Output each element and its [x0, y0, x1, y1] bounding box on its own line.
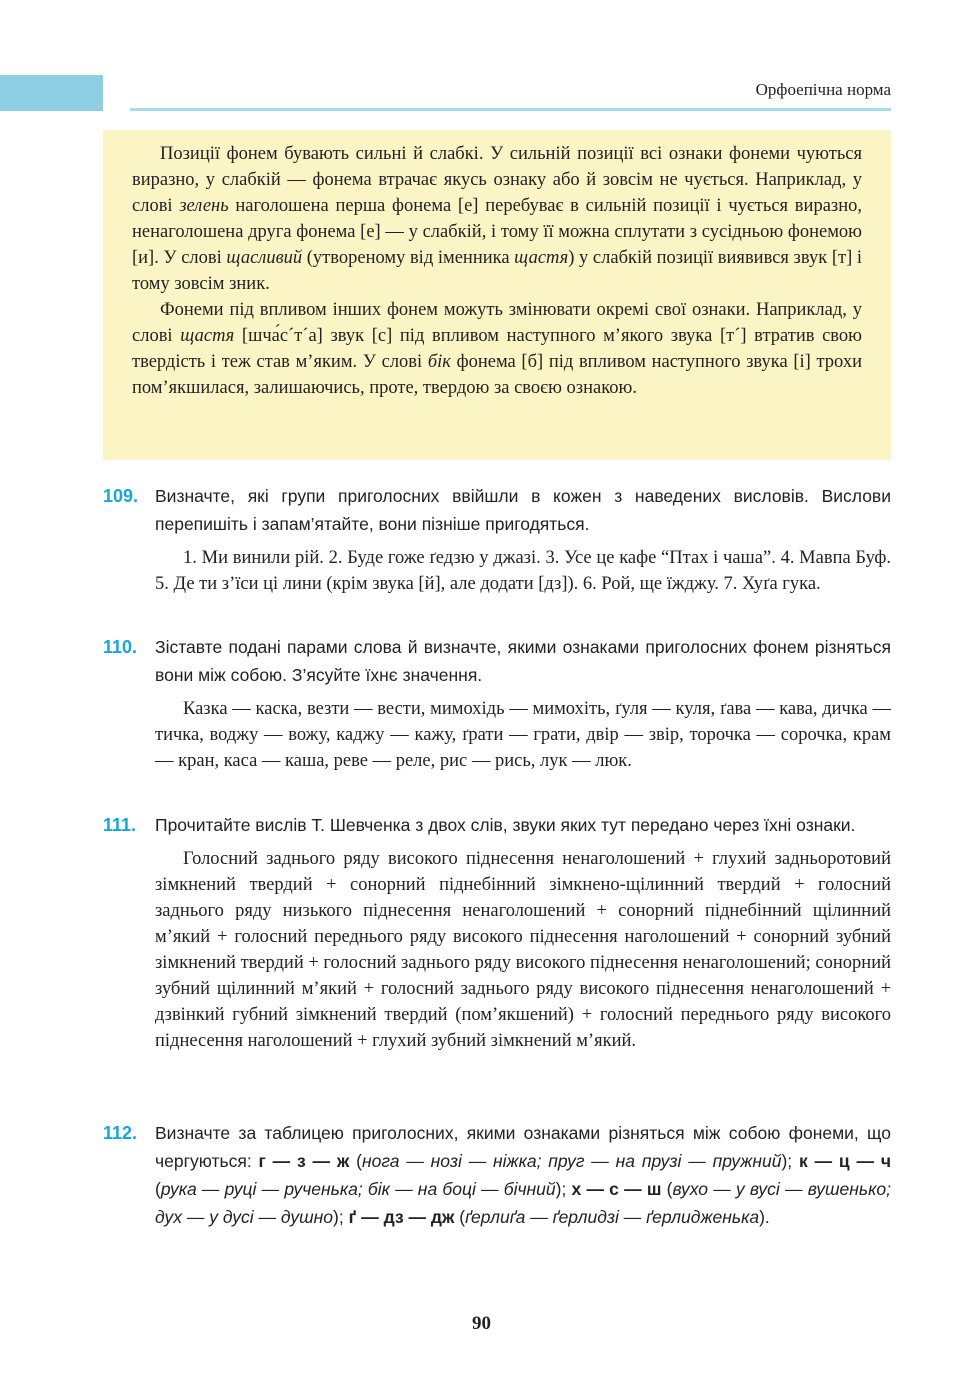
theory-text: ) у слабкій позиції виявився звук [т] і тому зовсім зник. [132, 248, 862, 294]
exercise-body-text: Казка — каска, везти — вести, мимохідь — мимохіть, ґуля — куля, ґава — кава, дичка — тичка, воджу — вожу, каджу — кажу, ґрати — грати, двір — звір, торочка — сорочка, крам — кран, каса — каша, реве — реле, рис — рись, лук — люк. [155, 699, 891, 771]
exercise-112 [103, 1119, 891, 1231]
theory-example-word: щастя [180, 326, 235, 346]
exercise-task: Визначте, які групи приголосних ввійшли в кожен з наведених висловів. Вислови перепишіть і запам’ятайте, вони пізніше пригодяться. [155, 486, 891, 534]
example-words: нога — нозі — ніжка; пруг — на прузі — пружний [361, 1151, 782, 1171]
exercise-body [155, 545, 891, 597]
exercise-body-text: Голосний заднього ряду високого піднесення ненаголошений + глухий задньоротовий зімкнений твердий + сонорний піднебінний зімкнено-щілинний твердий + голосний заднього ряду низького піднесення ненаголошений + сонорний піднебінний щілинний м’який + голосний переднього ряду високого піднесення наголошений + сонорний зубний зімкнений твердий + голосний заднього ряду високого піднесення ненаголошений; сонорний зубний щілинний м’який + голосний заднього ряду високого піднесення ненаголошений + дзвінкий губний зімкнений твердий (пом’якшений) + голосний переднього ряду високого піднесення наголошений + глухий зубний зімкнений м’який. [155, 849, 891, 1051]
exercise-number: 111. [103, 815, 137, 835]
task-text: ); [555, 1179, 572, 1199]
theory-paragraph-2 [132, 297, 862, 401]
theory-example-word: щасливий [226, 248, 303, 268]
page-number: 90 [472, 1313, 491, 1334]
task-text: ( [349, 1151, 362, 1171]
exercise-109 [103, 482, 891, 597]
exercise-110 [103, 633, 891, 774]
exercise-task: Зіставте подані парами слова й визначте, якими ознаками приголосних фонем різняться вони між собою. З’ясуйте їхнє значення. [155, 637, 891, 685]
exercise-number: 112. [103, 1123, 138, 1143]
task-text: ). [759, 1207, 770, 1227]
exercise-111 [103, 811, 891, 1054]
theory-example-word: бік [427, 352, 451, 372]
phoneme-alternation: х — с — ш [571, 1179, 662, 1199]
theory-text: наголошена перша фонема [е] перебуває в сильній позиції і чується виразно, ненаголошена друга фонема [е] — у слабкій, і тому її можна сплутати з сусідньою фонемою [и]. У слові [132, 196, 862, 268]
theory-text: фонема [б] під впливом наступного звука [і] трохи пом’якшилася, залишаючись, проте, твердою за своєю ознакою. [132, 352, 862, 398]
phoneme-alternation: к — ц — ч [798, 1151, 892, 1171]
exercise-body-text: 1. Ми винили рій. 2. Буде гоже ґедзю у джазі. 3. Усе це кафе “Птах і чаша”. 4. Мавпа Буф. 5. Де ти з’їси ці лини (крім звука [й], але додати [дз]). 6. Рой, ще їжджу. 7. Хуґа гука. [155, 548, 891, 594]
phoneme-alternation: ґ — дз — дж [348, 1207, 455, 1227]
header-rule [130, 108, 891, 111]
running-title: Орфоепічна норма [755, 80, 891, 99]
example-words: ґерлиґа — ґерлидзі — ґерлидженька [465, 1207, 760, 1227]
exercise-body [155, 846, 891, 1054]
exercise-task [155, 1119, 891, 1231]
task-text: ( [454, 1207, 466, 1227]
theory-text: (утвореному від іменника [302, 248, 515, 268]
theory-box [103, 130, 891, 460]
task-text: ( [155, 1179, 161, 1199]
exercise-number: 110. [103, 637, 138, 657]
theory-paragraph-1 [132, 141, 862, 297]
theory-text: Позиції фонем бувають сильні й слабкі. У сильній позиції всі ознаки фонеми чуються виразно, у слабкій — фонема втрачає якусь ознаку або й зовсім не чується. Наприклад, у слові [132, 144, 862, 216]
theory-text: Фонеми під впливом інших фонем можуть змінювати окремі свої ознаки. Наприклад, у слові [132, 300, 862, 346]
task-text: ); [333, 1207, 349, 1227]
phoneme-alternation: г — з — ж [258, 1151, 350, 1171]
exercise-number: 109. [103, 486, 139, 506]
task-text: ); [781, 1151, 799, 1171]
theory-text: [шча́с´т´а] звук [с] під впливом наступного м’якого звука [т´] втратив свою твердість і теж став м’яким. У слові [132, 326, 862, 372]
chapter-tab-marker [0, 75, 103, 111]
example-words: вухо — у вусі — вушенько; дух — у дусі — душно [155, 1179, 891, 1227]
theory-example-word: щастя [514, 248, 569, 268]
theory-example-word: зелень [179, 196, 229, 216]
exercise-body [155, 696, 891, 774]
task-text: ( [661, 1179, 673, 1199]
example-words: рука — руці — рученька; бік — на боці — бічний [160, 1179, 556, 1199]
exercise-task: Прочитайте вислів Т. Шевченка з двох слів, звуки яких тут передано через їхні ознаки. [155, 815, 856, 835]
task-text: Визначте за таблицею приголосних, якими ознаками різняться між собою фонеми, що чергуються: [155, 1123, 891, 1171]
